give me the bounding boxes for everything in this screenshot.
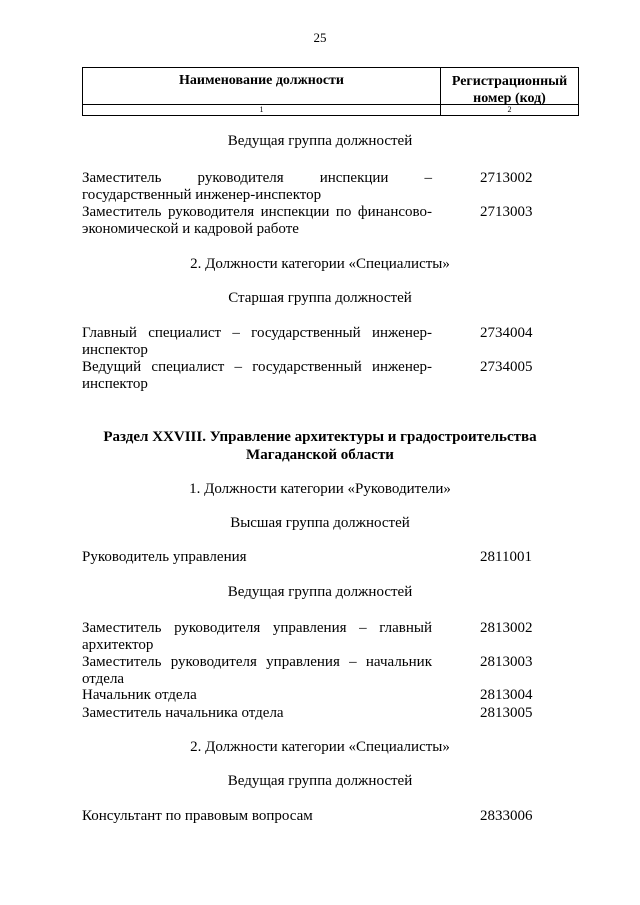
group-heading: Ведущая группа должностей — [227, 133, 413, 149]
position-code: 2813005 — [480, 705, 533, 721]
position-name: Руководитель управления — [82, 549, 247, 565]
position-name: Заместитель руководителя инспекции по финансово-экономической и кадровой работе — [82, 204, 432, 237]
position-code: 2813004 — [480, 687, 533, 703]
position-name: Заместитель руководителя инспекции – государственный инженер-инспектор — [82, 170, 432, 203]
position-name: Консультант по правовым вопросам — [82, 808, 313, 824]
position-code: 2811001 — [480, 549, 532, 565]
page-number: 25 — [313, 30, 327, 45]
group-heading: Высшая группа должностей — [230, 515, 410, 531]
position-code: 2734004 — [480, 325, 533, 341]
position-name: Главный специалист – государственный инженер-инспектор — [82, 325, 432, 358]
position-code: 2713002 — [480, 170, 533, 186]
group-heading: Старшая группа должностей — [228, 290, 412, 306]
position-name: Заместитель руководителя управления – начальник отдела — [82, 654, 432, 687]
header-registration-code: Регистрационный номер (код) — [451, 74, 568, 106]
category-heading: 2. Должности категории «Специалисты» — [190, 256, 450, 272]
position-code: 2734005 — [480, 359, 533, 375]
position-name: Заместитель руководителя управления – главный архитектор — [82, 620, 432, 653]
position-code: 2813002 — [480, 620, 533, 636]
position-code: 2833006 — [480, 808, 533, 824]
position-name: Ведущий специалист – государственный инженер-инспектор — [82, 359, 432, 392]
section-title-line2: Магаданской области — [246, 447, 394, 463]
position-code: 2813003 — [480, 654, 533, 670]
column-number-1: 1 — [259, 105, 264, 114]
column-number-2: 2 — [507, 105, 512, 114]
header-position-name: Наименование должности — [179, 73, 344, 88]
position-name: Начальник отдела — [82, 687, 197, 703]
position-code: 2713003 — [480, 204, 533, 220]
group-heading: Ведущая группа должностей — [227, 773, 413, 789]
position-name: Заместитель начальника отдела — [82, 705, 284, 721]
section-title: Раздел XXVIII. Управление архитектуры и градостроительства — [103, 429, 537, 445]
category-heading: 1. Должности категории «Руководители» — [189, 481, 451, 497]
table-header — [82, 67, 579, 116]
group-heading: Ведущая группа должностей — [227, 584, 413, 600]
category-heading: 2. Должности категории «Специалисты» — [190, 739, 450, 755]
